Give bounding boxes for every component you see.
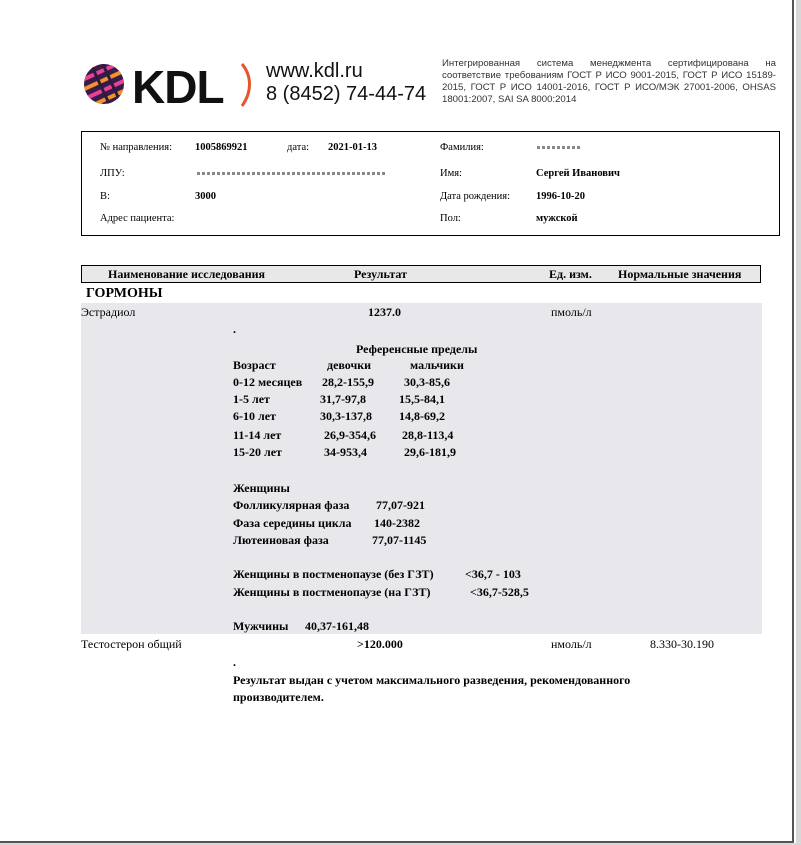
kdl-logo-icon [82, 62, 126, 106]
ref-age: 1-5 лет [233, 392, 270, 406]
ref-col-boys: мальчики [410, 358, 464, 372]
col-header-name: Наименование исследования [108, 267, 266, 281]
ref-girls: 30,3-137,8 [320, 409, 372, 423]
testosterone-name: Тестостерон общий [81, 637, 182, 651]
v-label: В: [100, 191, 110, 202]
referral-label: № направления: [100, 142, 173, 153]
sex-label: Пол: [440, 213, 461, 224]
ref-age: 0-12 месяцев [233, 375, 303, 389]
patient-info-box [81, 131, 780, 236]
results-table-header [81, 265, 761, 283]
date-value: 2021-01-13 [328, 142, 377, 153]
ref-boys: 29,6-181,9 [404, 445, 456, 459]
ref-age: 6-10 лет [233, 409, 276, 423]
postmeno-hrt-value: <36,7-528,5 [470, 585, 529, 599]
postmeno-hrt-label: Женщины в постменопаузе (на ГЗТ) [233, 585, 431, 599]
kdl-logo [82, 61, 262, 113]
testosterone-note: Результат выдан с учетом максимального разведения, рекомендованного производителем. [233, 673, 631, 704]
ref-age: 11-14 лет [233, 428, 282, 442]
name-label: Имя: [440, 168, 462, 179]
ref-boys: 15,5-84,1 [399, 392, 445, 406]
midcycle-value: 140-2382 [374, 516, 420, 530]
estradiol-unit: пмоль/л [551, 305, 592, 319]
luteal-label: Лютеиновая фаза [233, 533, 329, 547]
testosterone-dot: . [233, 655, 236, 669]
logo-swoosh-icon [239, 62, 253, 108]
address-label: Адрес пациента: [100, 213, 175, 224]
estradiol-dot: . [233, 322, 236, 336]
estradiol-result: 1237.0 [368, 305, 401, 319]
ref-boys: 30,3-85,6 [404, 375, 450, 389]
name-value: Сергей Иванович [536, 168, 620, 179]
ref-col-age: Возраст [233, 358, 276, 372]
ref-col-girls: девочки [327, 358, 372, 372]
midcycle-label: Фаза середины цикла [233, 516, 352, 530]
v-value: 3000 [195, 191, 216, 202]
lpu-label: ЛПУ: [100, 168, 125, 179]
page-edge-shadow [796, 0, 801, 845]
ref-girls: 31,7-97,8 [320, 392, 366, 406]
section-title: ГОРМОНЫ [86, 286, 163, 301]
ref-age: 15-20 лет [233, 445, 282, 459]
col-header-result: Результат [354, 267, 408, 281]
postmeno-no-hrt-value: <36,7 - 103 [465, 567, 521, 581]
ref-boys: 14,8-69,2 [399, 409, 445, 423]
surname-label: Фамилия: [440, 142, 484, 153]
men-label: Мужчины [233, 619, 289, 633]
follicular-value: 77,07-921 [376, 498, 425, 512]
birth-value: 1996-10-20 [536, 191, 585, 202]
ref-boys: 28,8-113,4 [402, 428, 454, 442]
phone-number: 8 (8452) 74-44-74 [266, 83, 427, 105]
sex-value: мужской [536, 213, 578, 224]
women-title: Женщины [233, 481, 290, 495]
testosterone-norm: 8.330-30.190 [650, 637, 714, 651]
ref-girls: 28,2-155,9 [322, 375, 374, 389]
logo-wordmark: KDL [132, 61, 224, 113]
ref-girls: 26,9-354,6 [324, 428, 376, 442]
estradiol-name: Эстрадиол [81, 305, 136, 319]
men-value: 40,37-161,48 [305, 619, 369, 633]
ref-girls: 34-953,4 [324, 445, 367, 459]
redacted-lpu [197, 172, 387, 175]
redacted-surname [537, 146, 582, 149]
col-header-norm: Нормальные значения [618, 267, 742, 281]
col-header-unit: Ед. изм. [549, 267, 592, 281]
follicular-label: Фолликулярная фаза [233, 498, 350, 512]
luteal-value: 77,07-1145 [372, 533, 427, 547]
contact-info [266, 60, 426, 106]
postmeno-no-hrt-label: Женщины в постменопаузе (без ГЗТ) [233, 567, 434, 581]
testosterone-unit: нмоль/л [551, 637, 592, 651]
testosterone-result: >120.000 [357, 637, 403, 651]
reference-title: Референсные пределы [356, 342, 478, 356]
referral-value: 1005869921 [195, 142, 248, 153]
date-label: дата: [287, 142, 310, 153]
website-link[interactable]: www.kdl.ru [266, 60, 363, 82]
certification-text: Интегрированная система менеджмента сертифицирована на соответствие требованиям ГОСТ Р ИСО 9001-2015, ГОСТ Р ИСО 15189-2015, ГОСТ Р ИСО 14001-2016, ГОСТ Р ИСО/МЭК 27001-2006, OHSAS 18001:2007, SAI SA 8000:2014 [442, 58, 776, 105]
birth-label: Дата рождения: [440, 191, 511, 202]
